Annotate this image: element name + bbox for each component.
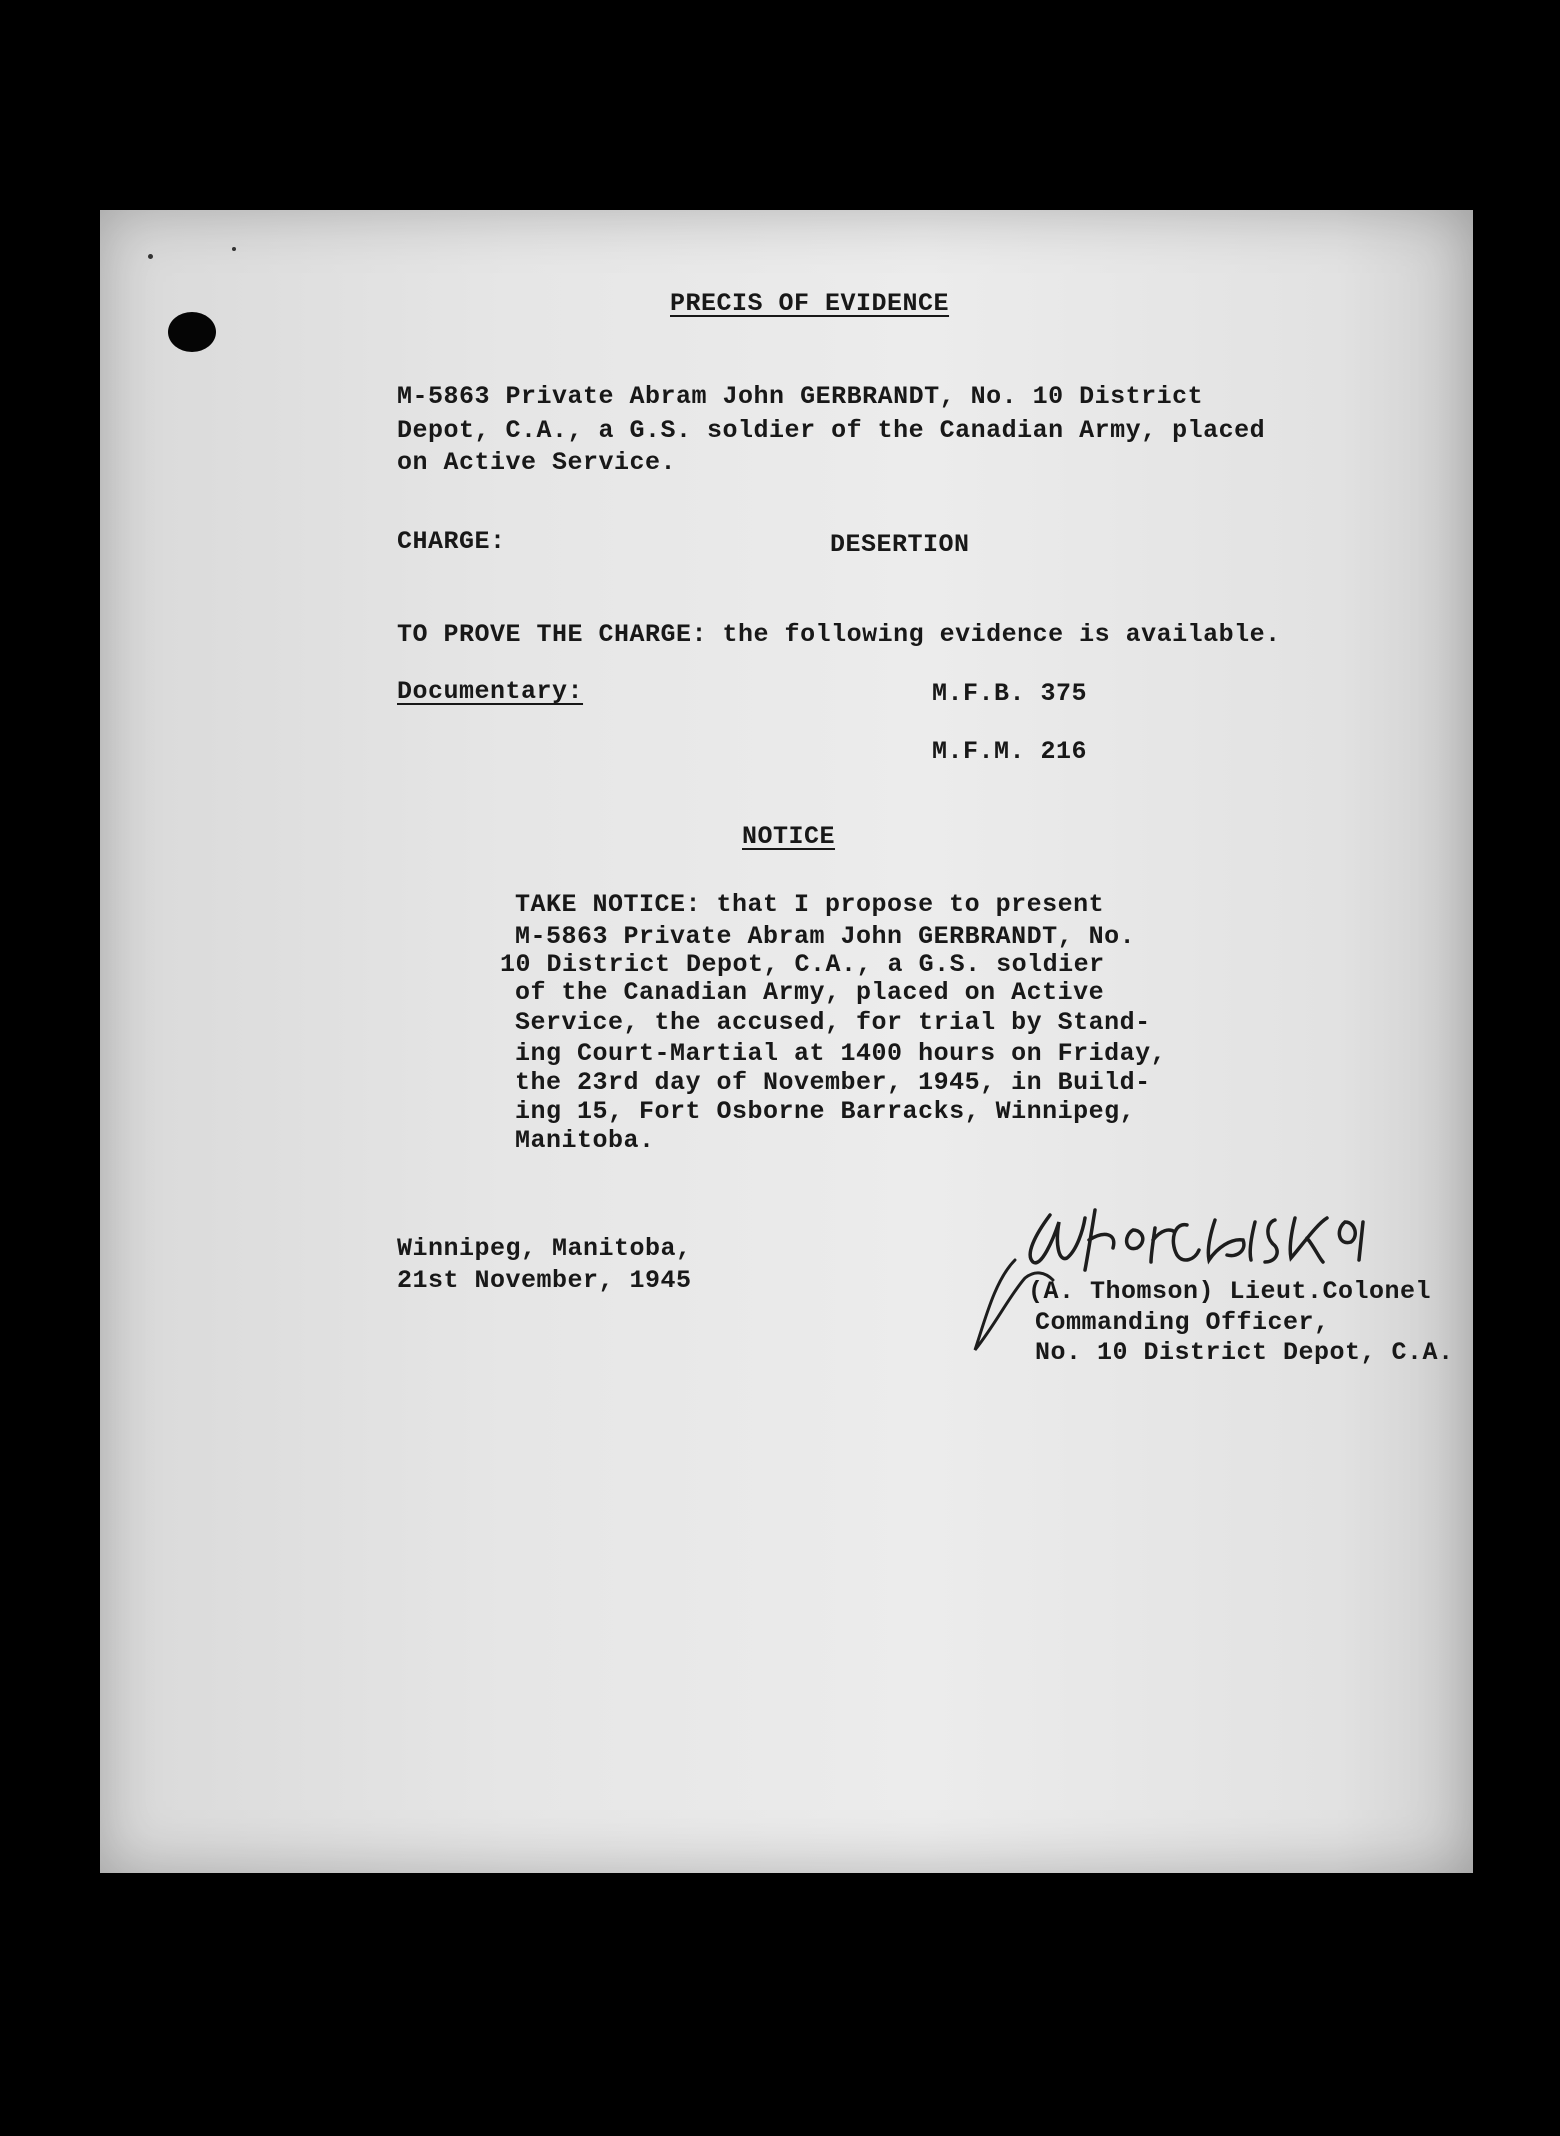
- notice-line: TAKE NOTICE: that I propose to present: [515, 890, 1105, 919]
- intro-line: M-5863 Private Abram John GERBRANDT, No. 10 District: [397, 382, 1204, 411]
- intro-line: on Active Service.: [397, 448, 677, 477]
- notice-line: ing 15, Fort Osborne Barracks, Winnipeg,: [515, 1097, 1136, 1126]
- signature-title-line: Commanding Officer,: [1035, 1308, 1330, 1337]
- notice-line: the 23rd day of November, 1945, in Build-: [515, 1068, 1151, 1097]
- prove-line: TO PROVE THE CHARGE: the following evidence is available.: [397, 620, 1281, 649]
- notice-line: 10 District Depot, C.A., a G.S. soldier: [500, 950, 1105, 979]
- signature-name-line: (A. Thomson) Lieut.Colonel: [1028, 1277, 1432, 1306]
- place-line: Winnipeg, Manitoba,: [397, 1234, 692, 1263]
- date-line: 21st November, 1945: [397, 1266, 692, 1295]
- charge-value: DESERTION: [830, 530, 970, 559]
- notice-line: M-5863 Private Abram John GERBRANDT, No.: [515, 922, 1136, 951]
- notice-line: Manitoba.: [515, 1126, 655, 1155]
- punch-hole: [168, 312, 216, 352]
- documentary-item: M.F.B. 375: [932, 679, 1088, 708]
- charge-label: CHARGE:: [397, 527, 506, 556]
- notice-line: Service, the accused, for trial by Stand-: [515, 1008, 1151, 1037]
- documentary-label: Documentary:: [397, 677, 584, 706]
- paper-speck: [148, 254, 153, 259]
- signature-unit-line: No. 10 District Depot, C.A.: [1035, 1338, 1454, 1367]
- notice-heading: NOTICE: [742, 822, 836, 851]
- intro-line: Depot, C.A., a G.S. soldier of the Canadian Army, placed: [397, 416, 1266, 445]
- paper-speck: [232, 247, 236, 251]
- documentary-item: M.F.M. 216: [932, 737, 1088, 766]
- notice-line: of the Canadian Army, placed on Active: [515, 978, 1105, 1007]
- notice-line: ing Court-Martial at 1400 hours on Friday,: [515, 1039, 1167, 1068]
- document-title: PRECIS OF EVIDENCE: [670, 289, 950, 318]
